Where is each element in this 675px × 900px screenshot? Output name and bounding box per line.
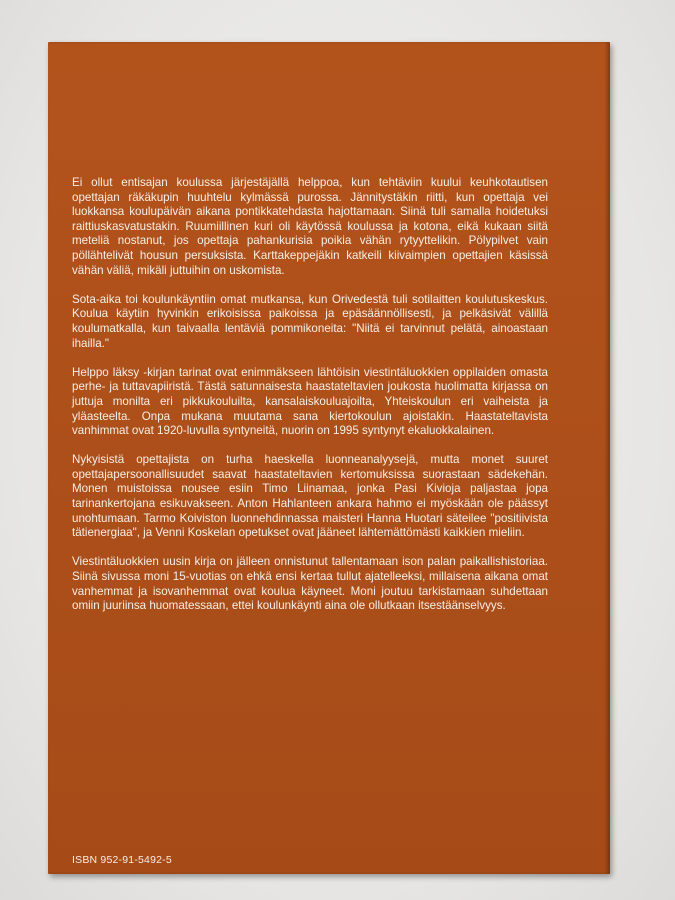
blurb-text (72, 176, 548, 628)
blurb-paragraph-1: Ei ollut entisajan koulussa järjestäjällä helppoa, kun tehtäviin kuului keuhkotautisen opettajan räkäkupin huuhtelu kylmässä purossa. Jännitystäkin riitti, kun opettaja vei luokkansa koulupäivän aikana pontikkatehdasta hajottamaan. Siinä tuli samalla hoidetuksi raittiuskasvatustakin. Ruumiillinen kuri oli käytössä koulussa ja kotona, eikä kukaan siitä meteliä nostanut, jos opettaja pahankurisia poikia vähän rytyyttelikin. Pölypilvet vain pöllähtelivät housun persuksista. Karttakeppejäkin katkeili kiivaimpien opettajien käsissä vähän väliä, mikäli juttuihin on uskomista. (72, 176, 548, 277)
isbn-number: ISBN 952-91-5492-5 (72, 854, 172, 866)
blurb-paragraph-4: Nykyisistä opettajista on turha haeskella luonneanalyysejä, mutta monet suuret opettajapersoonallisuudet saavat haastateltavien kertomuksissa suorastaan sädekehän. Monen muistoissa nousee esiin Timo Liinamaa, jonka Pasi Kivioja paljastaa jopa tarinankertojana esikuvakseen. Anton Hahlanteen ankara hahmo ei myöskään ole päässyt unohtumaan. Tarmo Koiviston luonnehdinnassa maisteri Hanna Huotari säteilee "positiivista tätienergiaa", ja Venni Koskelan opetukset ovat jääneet lähtemättömästi kaikkien mieliin. (72, 453, 548, 540)
cover-edge-shadow (604, 42, 610, 874)
blurb-paragraph-2: Sota-aika toi koulunkäyntiin omat mutkansa, kun Orivedestä tuli sotilaitten koulutuskeskus. Koulua käytiin hyvinkin erikoisissa paikoissa ja epäsäännöllisesti, ja pelkäsivät välillä koulumatkalla, kun taivaalla lentäviä pommikoneita: "Niitä ei tarvinnut pelätä, ainoastaan ihailla." (72, 292, 548, 350)
blurb-paragraph-3: Helppo läksy -kirjan tarinat ovat enimmäkseen lähtöisin viestintäluokkien oppilaiden omasta perhe- ja tuttavapiiristä. Tästä satunnaisesta haastateltavien joukosta huolimatta kirjassa on juttuja monilta eri pikkukouluilta, kansalaiskouluajoilta, Yhteiskoulun eri vaiheista ja yläasteelta. Onpa mukana muutama sana kiertokoulun ajoistakin. Haastateltavista vanhimmat ovat 1920-luvulla syntyneitä, nuorin on 1995 syntynyt ekaluokkalainen. (72, 365, 548, 438)
blurb-paragraph-5: Viestintäluokkien uusin kirja on jälleen onnistunut tallentamaan ison palan paikallishistoriaa. Siinä sivussa moni 15-vuotias on ehkä ensi kertaa tullut ajatelleeksi, millaisena aikana omat vanhemmat ja isovanhemmat ovat koulua käyneet. Moni joutuu tarkistamaan suhdettaan omiin juuriinsa huomatessaan, ettei koulunkäynti aina ole ollutkaan itsestäänselvyys. (72, 555, 548, 613)
